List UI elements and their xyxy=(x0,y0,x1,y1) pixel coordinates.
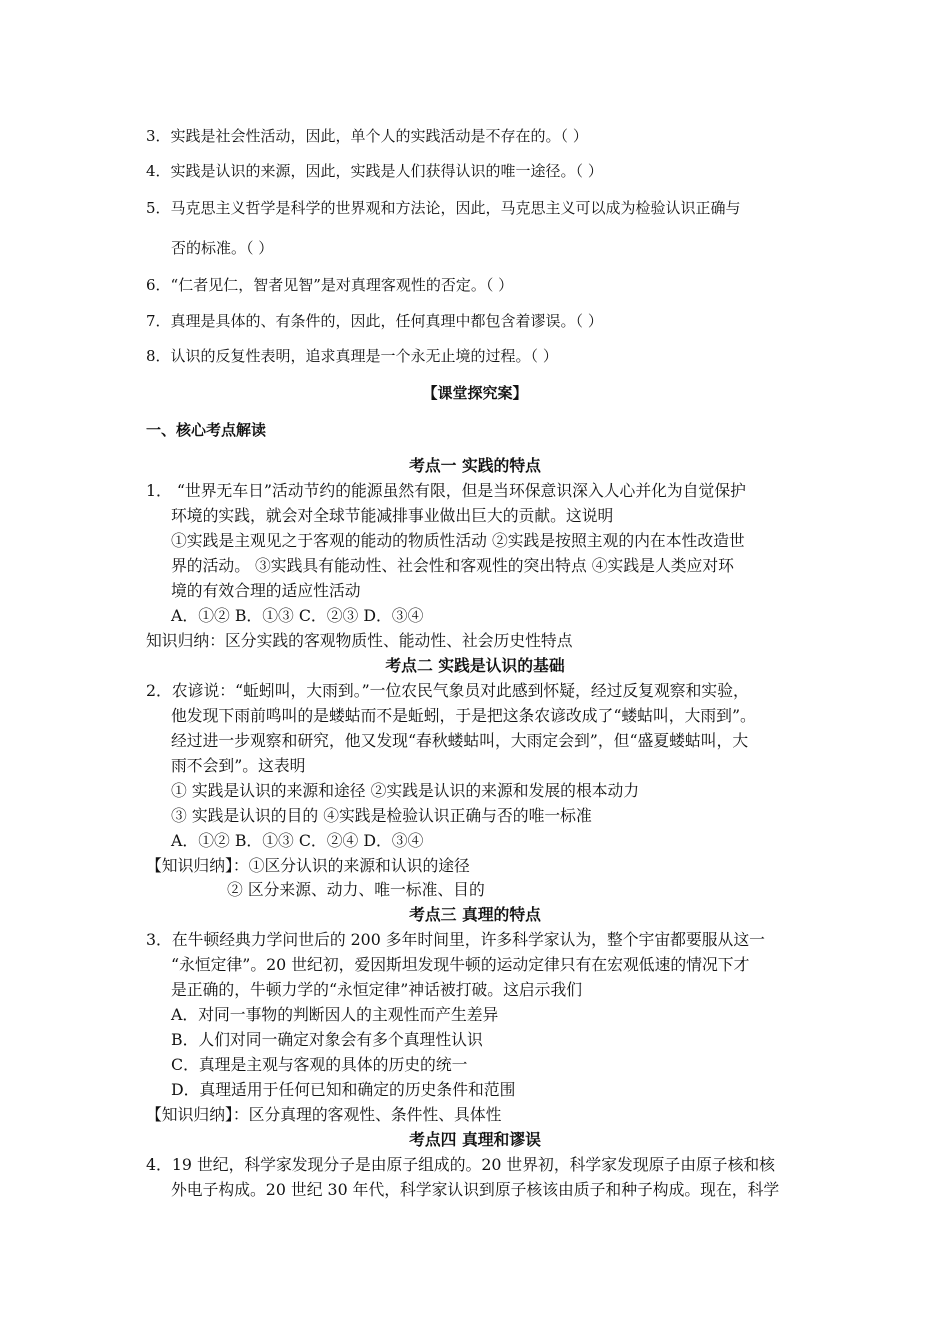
kp3-title: 考点三 真理的特点 xyxy=(409,905,541,924)
kp2-option-line: ① 实践是认识的来源和途径 ②实践是认识的来源和发展的根本动力 xyxy=(171,781,640,800)
kp1-option-line: 境的有效合理的适应性活动 xyxy=(171,581,361,600)
judgment-item-5-continued: 否的标准。（ ） xyxy=(171,239,274,257)
judgment-item-6: 6．“仁者见仁，智者见智”是对真理客观性的否定。（ ） xyxy=(146,276,514,294)
kp1-question-line: 1． “世界无车日”活动节约的能源虽然有限，但是当环保意识深入人心并化为自觉保护 xyxy=(146,481,746,500)
kp3-option-a: A．对同一事物的判断因人的主观性而产生差异 xyxy=(171,1005,499,1024)
kp3-question-line: 3．在牛顿经典力学问世后的 200 多年时间里，许多科学家认为，整个宇宙都要服从这一 xyxy=(146,930,765,949)
judgment-item-5: 5．马克思主义哲学是科学的世界观和方法论，因此，马克思主义可以成为检验认识正确与 xyxy=(146,199,741,217)
kp3-summary: 【知识归纳】：区分真理的客观性、条件性、具体性 xyxy=(146,1105,502,1124)
kp2-summary: 【知识归纳】：①区分认识的来源和认识的途径 xyxy=(146,856,470,875)
kp1-answer-choices: A．①② B．①③ C．②③ D．③④ xyxy=(171,606,424,625)
kp2-question-line: 2．农谚说：“蚯蚓叫，大雨到。”一位农民气象员对此感到怀疑，经过反复观察和实验， xyxy=(146,681,749,700)
kp2-title: 考点二 实践是认识的基础 xyxy=(385,656,565,675)
kp4-question-line: 4．19 世纪，科学家发现分子是由原子组成的。20 世界初，科学家发现原子由原子核和核 xyxy=(146,1155,775,1174)
judgment-item-7: 7．真理是具体的、有条件的，因此，任何真理中都包含着谬误。（ ） xyxy=(146,312,603,330)
kp3-option-d: D．真理适用于任何已知和确定的历史条件和范围 xyxy=(171,1080,516,1099)
section-title: 【课堂探究案】 xyxy=(422,384,528,402)
kp2-question-line: 经过进一步观察和研究，他又发现“春秋蝼蛄叫，大雨定会到”，但“盛夏蝼蛄叫，大 xyxy=(171,731,749,750)
kp3-question-line: 是正确的，牛顿力学的“永恒定律”神话被打破。这启示我们 xyxy=(171,980,583,999)
kp1-option-line: ①实践是主观见之于客观的能动的物质性活动 ②实践是按照主观的内在本性改造世 xyxy=(171,531,745,550)
kp4-question-line: 外电子构成。20 世纪 30 年代，科学家认识到原子核该由质子和种子构成。现在，科学 xyxy=(171,1180,780,1199)
judgment-item-3: 3．实践是社会性活动，因此，单个人的实践活动是不存在的。（ ） xyxy=(146,127,588,145)
kp2-summary-continued: ② 区分来源、动力、唯一标准、目的 xyxy=(227,880,485,899)
kp3-option-c: C．真理是主观与客观的具体的历史的统一 xyxy=(171,1055,468,1074)
kp1-option-line: 界的活动。 ③实践具有能动性、社会性和客观性的突出特点 ④实践是人类应对环 xyxy=(171,556,734,575)
kp2-question-line: 雨不会到”。这表明 xyxy=(171,756,306,775)
kp3-option-b: B．人们对同一确定对象会有多个真理性认识 xyxy=(171,1030,483,1049)
judgment-item-4: 4．实践是认识的来源，因此，实践是人们获得认识的唯一途径。（ ） xyxy=(146,162,603,180)
kp1-summary: 知识归纳：区分实践的客观物质性、能动性、社会历史性特点 xyxy=(146,631,573,650)
kp2-option-line: ③ 实践是认识的目的 ④实践是检验认识正确与否的唯一标准 xyxy=(171,806,592,825)
kp2-question-line: 他发现下雨前鸣叫的是蝼蛄而不是蚯蚓，于是把这条农谚改成了“蝼蛄叫，大雨到”。 xyxy=(171,706,756,725)
judgment-item-8: 8．认识的反复性表明，追求真理是一个永无止境的过程。（ ） xyxy=(146,347,558,365)
part-title: 一、核心考点解读 xyxy=(146,421,267,439)
kp1-question-line: 环境的实践，就会对全球节能减排事业做出巨大的贡献。这说明 xyxy=(171,506,614,525)
kp1-title: 考点一 实践的特点 xyxy=(409,456,541,475)
kp4-title: 考点四 真理和谬误 xyxy=(409,1130,541,1149)
kp3-question-line: “永恒定律”。20 世纪初，爱因斯坦发现牛顿的运动定律只有在宏观低速的情况下才 xyxy=(171,955,750,974)
kp2-answer-choices: A．①② B．①③ C．②④ D．③④ xyxy=(171,831,424,850)
